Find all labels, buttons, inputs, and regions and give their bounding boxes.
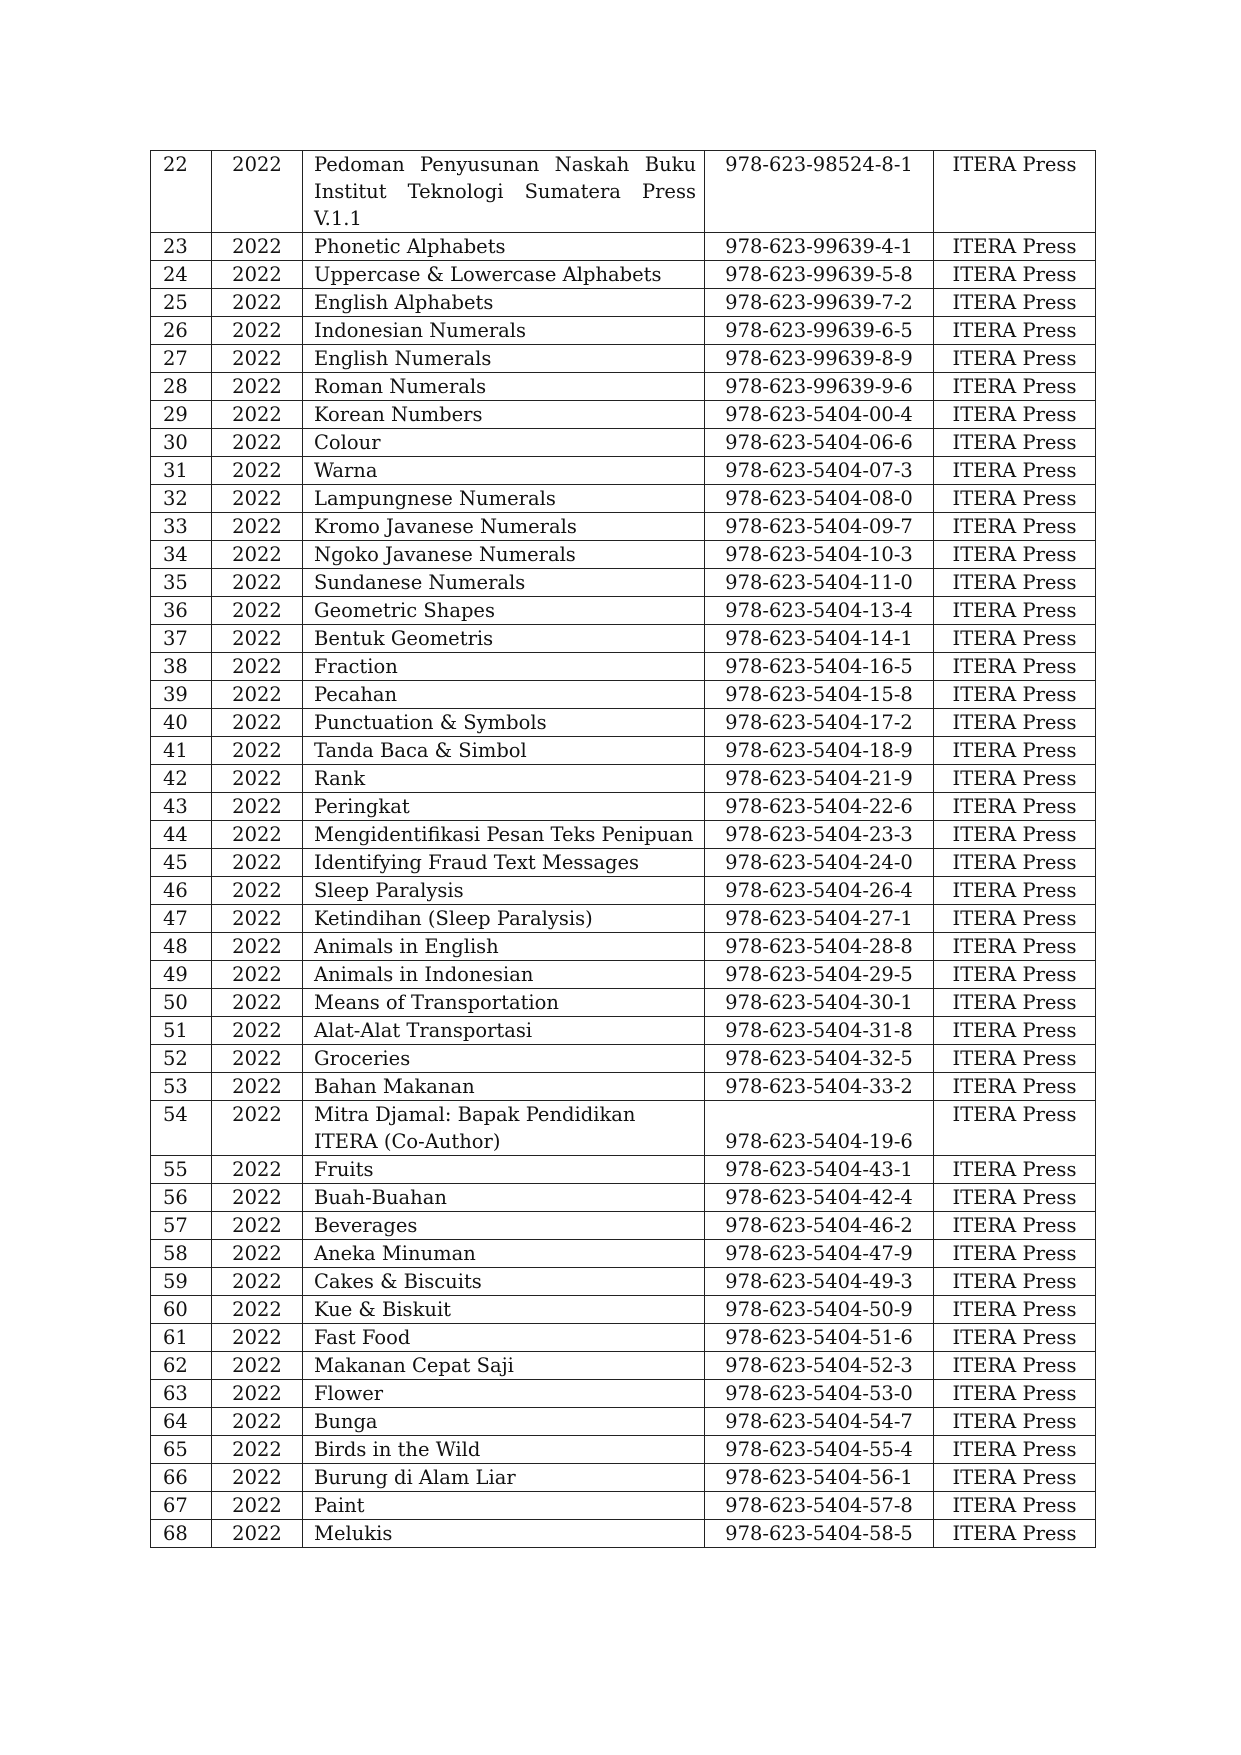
- cell-isbn: 978-623-5404-09-7: [705, 513, 934, 541]
- table-row: [151, 1464, 1096, 1492]
- cell-number: 25: [151, 289, 212, 317]
- cell-publisher: ITERA Press: [934, 1240, 1096, 1268]
- cell-year: 2022: [212, 709, 303, 737]
- cell-year: 2022: [212, 401, 303, 429]
- table-row: [151, 709, 1096, 737]
- cell-year: 2022: [212, 1324, 303, 1352]
- cell-number: 34: [151, 541, 212, 569]
- cell-year: 2022: [212, 597, 303, 625]
- cell-publisher: ITERA Press: [934, 261, 1096, 289]
- cell-year: 2022: [212, 373, 303, 401]
- cell-title: Birds in the Wild: [303, 1436, 705, 1464]
- cell-number: 60: [151, 1296, 212, 1324]
- cell-title: Indonesian Numerals: [303, 317, 705, 345]
- cell-year: 2022: [212, 513, 303, 541]
- cell-title: Fruits: [303, 1156, 705, 1184]
- cell-publisher: ITERA Press: [934, 905, 1096, 933]
- cell-number: 28: [151, 373, 212, 401]
- cell-isbn: 978-623-5404-55-4: [705, 1436, 934, 1464]
- cell-isbn: 978-623-5404-31-8: [705, 1017, 934, 1045]
- cell-title: Alat-Alat Transportasi: [303, 1017, 705, 1045]
- cell-number: 68: [151, 1520, 212, 1548]
- table-row: [151, 877, 1096, 905]
- cell-title: English Alphabets: [303, 289, 705, 317]
- cell-year: 2022: [212, 1156, 303, 1184]
- cell-year: 2022: [212, 1268, 303, 1296]
- table-row: [151, 1212, 1096, 1240]
- cell-number: 46: [151, 877, 212, 905]
- cell-year: 2022: [212, 765, 303, 793]
- table-row: [151, 151, 1096, 233]
- cell-title: Bentuk Geometris: [303, 625, 705, 653]
- cell-isbn: 978-623-5404-24-0: [705, 849, 934, 877]
- table-row: [151, 1352, 1096, 1380]
- cell-number: 61: [151, 1324, 212, 1352]
- cell-publisher: ITERA Press: [934, 765, 1096, 793]
- cell-publisher: ITERA Press: [934, 1101, 1096, 1156]
- cell-title: Phonetic Alphabets: [303, 233, 705, 261]
- cell-publisher: ITERA Press: [934, 317, 1096, 345]
- cell-isbn: 978-623-98524-8-1: [705, 151, 934, 233]
- table-row: [151, 1324, 1096, 1352]
- cell-publisher: ITERA Press: [934, 1324, 1096, 1352]
- table-row: [151, 569, 1096, 597]
- cell-title: Rank: [303, 765, 705, 793]
- table-row: [151, 905, 1096, 933]
- cell-isbn: 978-623-5404-15-8: [705, 681, 934, 709]
- cell-publisher: ITERA Press: [934, 233, 1096, 261]
- cell-number: 56: [151, 1184, 212, 1212]
- cell-publisher: ITERA Press: [934, 151, 1096, 233]
- cell-isbn: 978-623-5404-22-6: [705, 793, 934, 821]
- cell-publisher: ITERA Press: [934, 1352, 1096, 1380]
- table-row: [151, 1240, 1096, 1268]
- cell-publisher: ITERA Press: [934, 625, 1096, 653]
- cell-publisher: ITERA Press: [934, 429, 1096, 457]
- cell-number: 27: [151, 345, 212, 373]
- cell-number: 35: [151, 569, 212, 597]
- cell-publisher: ITERA Press: [934, 1380, 1096, 1408]
- cell-year: 2022: [212, 541, 303, 569]
- cell-year: 2022: [212, 653, 303, 681]
- cell-number: 63: [151, 1380, 212, 1408]
- cell-number: 67: [151, 1492, 212, 1520]
- cell-year: 2022: [212, 1352, 303, 1380]
- cell-isbn: 978-623-99639-4-1: [705, 233, 934, 261]
- cell-title: Korean Numbers: [303, 401, 705, 429]
- cell-number: 41: [151, 737, 212, 765]
- cell-year: 2022: [212, 1073, 303, 1101]
- cell-publisher: ITERA Press: [934, 681, 1096, 709]
- cell-publisher: ITERA Press: [934, 345, 1096, 373]
- cell-number: 26: [151, 317, 212, 345]
- cell-number: 64: [151, 1408, 212, 1436]
- cell-title: English Numerals: [303, 345, 705, 373]
- cell-publisher: ITERA Press: [934, 457, 1096, 485]
- cell-isbn: 978-623-99639-7-2: [705, 289, 934, 317]
- table-row: [151, 1296, 1096, 1324]
- cell-year: 2022: [212, 1296, 303, 1324]
- table-row: [151, 541, 1096, 569]
- table-row: [151, 1436, 1096, 1464]
- cell-publisher: ITERA Press: [934, 1464, 1096, 1492]
- cell-title: Fast Food: [303, 1324, 705, 1352]
- table-row: [151, 401, 1096, 429]
- cell-title: Pedoman Penyusunan Naskah Buku Institut Teknologi Sumatera Press V.1.1: [303, 151, 705, 233]
- cell-publisher: ITERA Press: [934, 569, 1096, 597]
- cell-publisher: ITERA Press: [934, 401, 1096, 429]
- cell-isbn: 978-623-5404-42-4: [705, 1184, 934, 1212]
- cell-title: Geometric Shapes: [303, 597, 705, 625]
- cell-title: Lampungnese Numerals: [303, 485, 705, 513]
- cell-publisher: ITERA Press: [934, 1156, 1096, 1184]
- cell-year: 2022: [212, 317, 303, 345]
- cell-isbn: 978-623-5404-57-8: [705, 1492, 934, 1520]
- table-row: [151, 261, 1096, 289]
- cell-year: 2022: [212, 457, 303, 485]
- cell-publisher: ITERA Press: [934, 877, 1096, 905]
- cell-isbn: 978-623-5404-50-9: [705, 1296, 934, 1324]
- cell-publisher: ITERA Press: [934, 1073, 1096, 1101]
- cell-title: Pecahan: [303, 681, 705, 709]
- cell-isbn: 978-623-5404-46-2: [705, 1212, 934, 1240]
- cell-publisher: ITERA Press: [934, 709, 1096, 737]
- cell-number: 57: [151, 1212, 212, 1240]
- table-row: [151, 289, 1096, 317]
- cell-number: 33: [151, 513, 212, 541]
- cell-isbn: 978-623-5404-56-1: [705, 1464, 934, 1492]
- cell-number: 40: [151, 709, 212, 737]
- cell-year: 2022: [212, 737, 303, 765]
- cell-publisher: ITERA Press: [934, 933, 1096, 961]
- cell-year: 2022: [212, 1184, 303, 1212]
- cell-year: 2022: [212, 345, 303, 373]
- cell-isbn: 978-623-5404-30-1: [705, 989, 934, 1017]
- cell-isbn: 978-623-99639-5-8: [705, 261, 934, 289]
- cell-publisher: ITERA Press: [934, 737, 1096, 765]
- cell-isbn: 978-623-5404-33-2: [705, 1073, 934, 1101]
- cell-title: Mitra Djamal: Bapak Pendidikan ITERA (Co-Author): [303, 1101, 705, 1156]
- cell-number: 24: [151, 261, 212, 289]
- table-row: [151, 1017, 1096, 1045]
- cell-number: 62: [151, 1352, 212, 1380]
- cell-title: Ngoko Javanese Numerals: [303, 541, 705, 569]
- cell-isbn: 978-623-5404-19-6: [705, 1101, 934, 1156]
- cell-title: Sleep Paralysis: [303, 877, 705, 905]
- cell-number: 48: [151, 933, 212, 961]
- table-row: [151, 1156, 1096, 1184]
- table-row: [151, 317, 1096, 345]
- cell-isbn: 978-623-5404-21-9: [705, 765, 934, 793]
- cell-title: Flower: [303, 1380, 705, 1408]
- cell-publisher: ITERA Press: [934, 961, 1096, 989]
- cell-title: Uppercase & Lowercase Alphabets: [303, 261, 705, 289]
- table-row: [151, 989, 1096, 1017]
- cell-number: 42: [151, 765, 212, 793]
- table-row: [151, 373, 1096, 401]
- cell-title: Groceries: [303, 1045, 705, 1073]
- cell-number: 32: [151, 485, 212, 513]
- cell-isbn: 978-623-5404-07-3: [705, 457, 934, 485]
- cell-number: 30: [151, 429, 212, 457]
- table-row: [151, 597, 1096, 625]
- cell-year: 2022: [212, 989, 303, 1017]
- cell-publisher: ITERA Press: [934, 1184, 1096, 1212]
- cell-isbn: 978-623-5404-47-9: [705, 1240, 934, 1268]
- cell-isbn: 978-623-5404-10-3: [705, 541, 934, 569]
- cell-title: Ketindihan (Sleep Paralysis): [303, 905, 705, 933]
- cell-year: 2022: [212, 1520, 303, 1548]
- cell-year: 2022: [212, 933, 303, 961]
- cell-number: 44: [151, 821, 212, 849]
- cell-publisher: ITERA Press: [934, 373, 1096, 401]
- cell-year: 2022: [212, 485, 303, 513]
- table-row: [151, 1492, 1096, 1520]
- cell-title: Cakes & Biscuits: [303, 1268, 705, 1296]
- cell-title: Paint: [303, 1492, 705, 1520]
- cell-title: Burung di Alam Liar: [303, 1464, 705, 1492]
- cell-isbn: 978-623-5404-17-2: [705, 709, 934, 737]
- cell-isbn: 978-623-5404-52-3: [705, 1352, 934, 1380]
- cell-isbn: 978-623-99639-6-5: [705, 317, 934, 345]
- cell-isbn: 978-623-5404-23-3: [705, 821, 934, 849]
- cell-isbn: 978-623-5404-54-7: [705, 1408, 934, 1436]
- cell-year: 2022: [212, 1045, 303, 1073]
- cell-isbn: 978-623-5404-49-3: [705, 1268, 934, 1296]
- cell-number: 37: [151, 625, 212, 653]
- cell-number: 36: [151, 597, 212, 625]
- table-row: [151, 933, 1096, 961]
- cell-number: 49: [151, 961, 212, 989]
- cell-isbn: 978-623-5404-58-5: [705, 1520, 934, 1548]
- cell-isbn: 978-623-99639-9-6: [705, 373, 934, 401]
- cell-year: 2022: [212, 261, 303, 289]
- cell-title: Fraction: [303, 653, 705, 681]
- cell-publisher: ITERA Press: [934, 821, 1096, 849]
- cell-year: 2022: [212, 849, 303, 877]
- cell-number: 45: [151, 849, 212, 877]
- cell-number: 23: [151, 233, 212, 261]
- cell-title: Kromo Javanese Numerals: [303, 513, 705, 541]
- cell-isbn: 978-623-5404-13-4: [705, 597, 934, 625]
- cell-isbn: 978-623-5404-43-1: [705, 1156, 934, 1184]
- cell-year: 2022: [212, 289, 303, 317]
- cell-publisher: ITERA Press: [934, 541, 1096, 569]
- table-row: [151, 429, 1096, 457]
- table-row: [151, 1101, 1096, 1156]
- cell-title: Bahan Makanan: [303, 1073, 705, 1101]
- cell-number: 43: [151, 793, 212, 821]
- publication-table-body: [151, 151, 1096, 1548]
- table-row: [151, 1380, 1096, 1408]
- table-row: [151, 961, 1096, 989]
- table-row: [151, 765, 1096, 793]
- cell-number: 38: [151, 653, 212, 681]
- cell-number: 55: [151, 1156, 212, 1184]
- cell-isbn: 978-623-5404-28-8: [705, 933, 934, 961]
- cell-title: Means of Transportation: [303, 989, 705, 1017]
- cell-isbn: 978-623-5404-51-6: [705, 1324, 934, 1352]
- table-row: [151, 737, 1096, 765]
- cell-isbn: 978-623-5404-27-1: [705, 905, 934, 933]
- cell-publisher: ITERA Press: [934, 597, 1096, 625]
- cell-publisher: ITERA Press: [934, 1520, 1096, 1548]
- cell-number: 59: [151, 1268, 212, 1296]
- cell-title: Animals in English: [303, 933, 705, 961]
- cell-publisher: ITERA Press: [934, 513, 1096, 541]
- cell-year: 2022: [212, 793, 303, 821]
- cell-year: 2022: [212, 1492, 303, 1520]
- cell-number: 47: [151, 905, 212, 933]
- table-row: [151, 1073, 1096, 1101]
- table-row: [151, 345, 1096, 373]
- table-row: [151, 793, 1096, 821]
- table-row: [151, 485, 1096, 513]
- cell-publisher: ITERA Press: [934, 793, 1096, 821]
- table-row: [151, 681, 1096, 709]
- cell-number: 66: [151, 1464, 212, 1492]
- cell-number: 52: [151, 1045, 212, 1073]
- cell-year: 2022: [212, 821, 303, 849]
- cell-isbn: 978-623-5404-00-4: [705, 401, 934, 429]
- cell-year: 2022: [212, 1380, 303, 1408]
- cell-publisher: ITERA Press: [934, 1045, 1096, 1073]
- cell-title: Identifying Fraud Text Messages: [303, 849, 705, 877]
- cell-year: 2022: [212, 961, 303, 989]
- cell-number: 31: [151, 457, 212, 485]
- cell-title: Kue & Biskuit: [303, 1296, 705, 1324]
- cell-number: 50: [151, 989, 212, 1017]
- cell-publisher: ITERA Press: [934, 1296, 1096, 1324]
- cell-publisher: ITERA Press: [934, 1212, 1096, 1240]
- cell-title: Punctuation & Symbols: [303, 709, 705, 737]
- cell-title: Warna: [303, 457, 705, 485]
- cell-publisher: ITERA Press: [934, 849, 1096, 877]
- cell-title: Aneka Minuman: [303, 1240, 705, 1268]
- cell-isbn: 978-623-99639-8-9: [705, 345, 934, 373]
- cell-isbn: 978-623-5404-14-1: [705, 625, 934, 653]
- table-row: [151, 1520, 1096, 1548]
- cell-title: Animals in Indonesian: [303, 961, 705, 989]
- cell-year: 2022: [212, 1017, 303, 1045]
- cell-title: Beverages: [303, 1212, 705, 1240]
- cell-publisher: ITERA Press: [934, 1268, 1096, 1296]
- table-row: [151, 457, 1096, 485]
- cell-year: 2022: [212, 877, 303, 905]
- cell-title: Buah-Buahan: [303, 1184, 705, 1212]
- cell-number: 39: [151, 681, 212, 709]
- cell-isbn: 978-623-5404-16-5: [705, 653, 934, 681]
- cell-isbn: 978-623-5404-08-0: [705, 485, 934, 513]
- cell-publisher: ITERA Press: [934, 289, 1096, 317]
- table-row: [151, 1184, 1096, 1212]
- cell-title: Colour: [303, 429, 705, 457]
- cell-year: 2022: [212, 233, 303, 261]
- table-row: [151, 1268, 1096, 1296]
- table-row: [151, 233, 1096, 261]
- cell-publisher: ITERA Press: [934, 1436, 1096, 1464]
- table-row: [151, 1408, 1096, 1436]
- cell-year: 2022: [212, 905, 303, 933]
- cell-title: Makanan Cepat Saji: [303, 1352, 705, 1380]
- cell-publisher: ITERA Press: [934, 653, 1096, 681]
- cell-publisher: ITERA Press: [934, 1492, 1096, 1520]
- cell-title: Peringkat: [303, 793, 705, 821]
- cell-title: Tanda Baca & Simbol: [303, 737, 705, 765]
- cell-isbn: 978-623-5404-53-0: [705, 1380, 934, 1408]
- cell-year: 2022: [212, 625, 303, 653]
- cell-title: Sundanese Numerals: [303, 569, 705, 597]
- cell-isbn: 978-623-5404-11-0: [705, 569, 934, 597]
- cell-year: 2022: [212, 1436, 303, 1464]
- cell-number: 53: [151, 1073, 212, 1101]
- cell-year: 2022: [212, 151, 303, 233]
- table-row: [151, 821, 1096, 849]
- cell-title: Bunga: [303, 1408, 705, 1436]
- cell-year: 2022: [212, 1101, 303, 1156]
- cell-number: 29: [151, 401, 212, 429]
- cell-isbn: 978-623-5404-32-5: [705, 1045, 934, 1073]
- cell-year: 2022: [212, 1408, 303, 1436]
- table-row: [151, 625, 1096, 653]
- cell-number: 22: [151, 151, 212, 233]
- cell-number: 58: [151, 1240, 212, 1268]
- cell-year: 2022: [212, 429, 303, 457]
- cell-year: 2022: [212, 1240, 303, 1268]
- cell-publisher: ITERA Press: [934, 1017, 1096, 1045]
- cell-title: Roman Numerals: [303, 373, 705, 401]
- cell-year: 2022: [212, 1212, 303, 1240]
- publication-table: [150, 150, 1096, 1548]
- cell-number: 54: [151, 1101, 212, 1156]
- cell-year: 2022: [212, 681, 303, 709]
- cell-number: 65: [151, 1436, 212, 1464]
- cell-publisher: ITERA Press: [934, 485, 1096, 513]
- cell-publisher: ITERA Press: [934, 989, 1096, 1017]
- cell-isbn: 978-623-5404-06-6: [705, 429, 934, 457]
- cell-title: Melukis: [303, 1520, 705, 1548]
- cell-publisher: ITERA Press: [934, 1408, 1096, 1436]
- cell-title: Mengidentifikasi Pesan Teks Penipuan: [303, 821, 705, 849]
- cell-number: 51: [151, 1017, 212, 1045]
- cell-isbn: 978-623-5404-18-9: [705, 737, 934, 765]
- table-row: [151, 1045, 1096, 1073]
- cell-year: 2022: [212, 569, 303, 597]
- cell-isbn: 978-623-5404-26-4: [705, 877, 934, 905]
- table-row: [151, 849, 1096, 877]
- cell-isbn: 978-623-5404-29-5: [705, 961, 934, 989]
- table-row: [151, 513, 1096, 541]
- table-row: [151, 653, 1096, 681]
- cell-year: 2022: [212, 1464, 303, 1492]
